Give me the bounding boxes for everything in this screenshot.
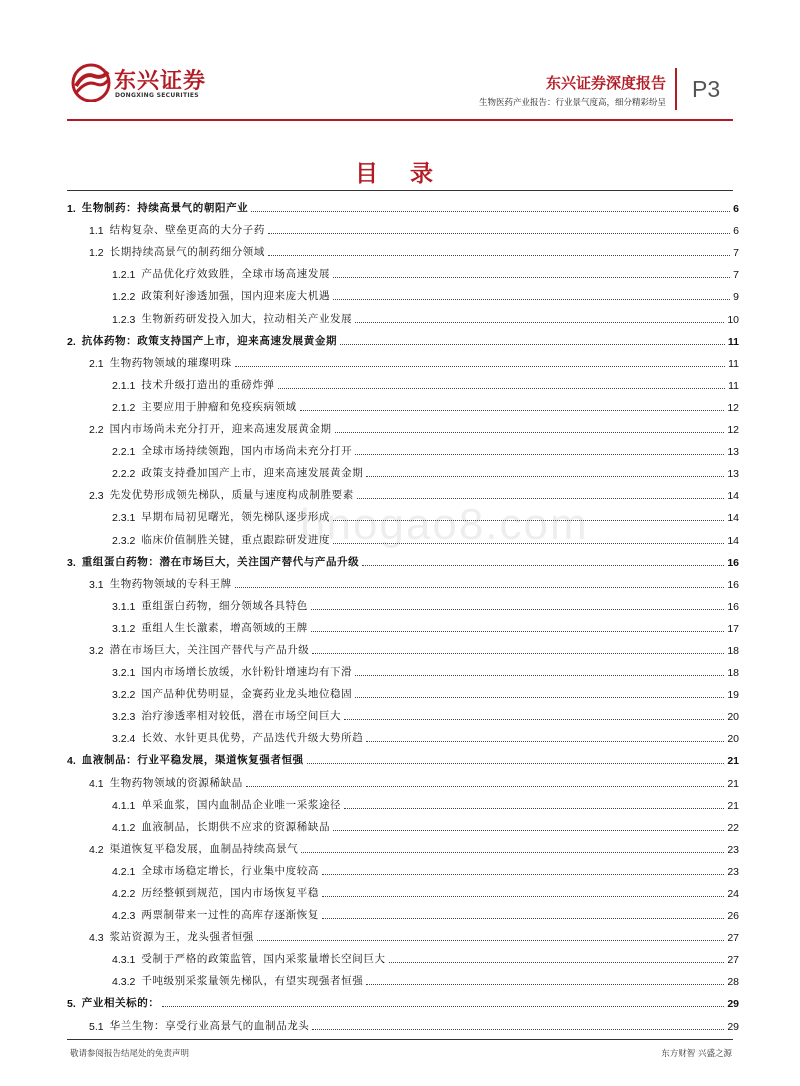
toc-entry-number: 1.2 — [89, 247, 104, 260]
toc-entry-level-2[interactable] — [67, 767, 739, 789]
toc-entry-text: 生物药物领域的专科王牌 — [109, 577, 232, 590]
page-header — [0, 0, 800, 125]
toc-entry-page: 29 — [727, 1020, 739, 1033]
toc-entry-level-1[interactable] — [67, 745, 739, 767]
toc-entry-text: 抗体药物：政策支持国产上市，迎来高速发展黄金期 — [81, 334, 338, 347]
toc-entry-number: 2.2.1 — [112, 446, 136, 459]
toc-entry-page: 18 — [727, 667, 739, 680]
toc-entry-number: 4.2.2 — [112, 888, 136, 900]
toc-entry-number: 3.2.4 — [112, 733, 136, 746]
toc-entry-number: 1.2.2 — [112, 291, 136, 304]
toc-leader-dots — [312, 1029, 724, 1030]
toc-entry-level-3[interactable] — [67, 723, 739, 745]
toc-entry-level-3[interactable] — [67, 679, 739, 701]
toc-entry-page: 24 — [727, 888, 739, 900]
toc-entry-text: 国内市场尚未充分打开，迎来高速发展黄金期 — [109, 423, 332, 436]
toc-entry-number: 4.3 — [89, 932, 104, 945]
toc-leader-dots — [257, 940, 724, 941]
toc-entry-page: 27 — [727, 954, 739, 967]
toc-entry-text: 先发优势形成领先梯队，质量与速度构成制胜要素 — [109, 489, 354, 502]
toc-entry-number: 4.3.2 — [112, 976, 136, 989]
toc-entry-text: 结构复杂、壁垒更高的大分子药 — [109, 224, 266, 237]
toc-leader-dots — [333, 830, 724, 831]
toc-entry-number: 2.1.2 — [112, 401, 136, 414]
toc-entry-text: 产业相关标的： — [81, 997, 160, 1010]
toc-entry-number: 5. — [67, 998, 76, 1011]
toc-entry-page: 14 — [727, 512, 739, 525]
toc-entry-page: 11 — [728, 357, 739, 370]
toc-leader-dots — [362, 565, 724, 566]
toc-entry-level-2[interactable] — [67, 348, 739, 370]
toc-entry-number: 3.1.1 — [112, 600, 136, 613]
logo-english-name: DONGXING SECURITIES — [115, 92, 199, 99]
toc-entry-page: 29 — [727, 998, 739, 1011]
toc-entry-text: 生物制药：持续高景气的朝阳产业 — [81, 202, 249, 215]
toc-entry-page: 14 — [727, 534, 739, 547]
toc-entry-page: 21 — [727, 777, 739, 790]
footer-rule — [67, 1039, 733, 1040]
toc-entry-text: 单采血浆，国内血制品企业唯一采浆途径 — [141, 798, 342, 811]
toc-leader-dots — [366, 476, 724, 477]
toc-entry-page: 16 — [727, 556, 739, 569]
toc-entry-page: 6 — [733, 225, 739, 238]
toc-leader-dots — [355, 322, 724, 323]
toc-entry-page: 19 — [727, 689, 739, 702]
toc-entry-number: 5.1 — [89, 1020, 104, 1033]
toc-leader-dots — [333, 299, 730, 300]
toc-entry-number: 3. — [67, 556, 76, 569]
toc-entry-text: 血液制品，长期供不应求的资源稀缺品 — [141, 820, 331, 833]
toc-entry-number: 3.1.2 — [112, 622, 136, 635]
toc-entry-text: 浆站资源为王，龙头强者恒强 — [109, 931, 254, 944]
toc-entry-number: 2.3 — [89, 490, 104, 503]
toc-entry-level-3[interactable] — [67, 701, 739, 723]
toc-entry-level-2[interactable] — [67, 414, 739, 436]
toc-entry-text: 千吨级别采浆量领先梯队，有望实现强者恒强 — [141, 975, 364, 988]
toc-entry-number: 4.1.2 — [112, 821, 136, 834]
toc-entry-level-3[interactable] — [67, 392, 739, 414]
toc-leader-dots — [355, 454, 724, 455]
toc-entry-number: 1.2.3 — [112, 313, 136, 326]
toc-leader-dots — [311, 631, 724, 632]
toc-entry-page: 16 — [727, 600, 739, 613]
toc-entry-text: 生物药物领域的资源稀缺品 — [109, 776, 243, 789]
toc-entry-level-2[interactable] — [67, 569, 739, 591]
toc-entry-text: 历经整顿到规范，国内市场恢复平稳 — [141, 887, 319, 899]
toc-entry-level-3[interactable] — [67, 966, 739, 988]
toc-entry-number: 1. — [67, 203, 76, 216]
toc-entry-level-1[interactable] — [67, 988, 739, 1010]
toc-entry-text: 主要应用于肿瘤和免疫疾病领域 — [141, 400, 297, 413]
toc-entry-page: 20 — [727, 711, 739, 724]
toc-entry-level-3[interactable] — [67, 613, 739, 635]
toc-entry-level-3[interactable] — [67, 436, 739, 458]
toc-entry-text: 临床价值制胜关键，重点跟踪研发进度 — [141, 533, 331, 546]
toc-leader-dots — [246, 786, 725, 787]
logo-chinese-name: 东兴证券 — [114, 69, 207, 94]
toc-title-rule — [67, 190, 733, 191]
toc-leader-dots — [307, 763, 725, 764]
footer-disclaimer: 敬请参阅报告结尾处的免责声明 — [70, 1049, 190, 1059]
toc-entry-number: 4. — [67, 755, 76, 768]
header-divider — [675, 68, 677, 110]
toc-entry-text: 政策利好渗透加强，国内迎来庞大机遇 — [141, 290, 331, 303]
company-logo — [70, 62, 270, 112]
toc-entry-page: 12 — [727, 401, 739, 414]
toc-leader-dots — [311, 609, 724, 610]
toc-entry-text: 重组人生长激素，增高领域的王牌 — [141, 621, 308, 634]
logo-emblem-icon — [70, 62, 112, 102]
toc-entry-number: 3.2.3 — [112, 711, 136, 724]
toc-entry-level-3[interactable] — [67, 878, 739, 900]
toc-entry-number: 2.3.2 — [112, 534, 136, 547]
toc-title: 目 录 — [354, 161, 445, 187]
toc-entry-text: 生物药物领域的璀璨明珠 — [109, 356, 232, 369]
toc-entry-page: 26 — [727, 910, 739, 923]
toc-leader-dots — [344, 808, 724, 809]
toc-entry-level-3[interactable] — [67, 591, 739, 613]
report-subtitle: 生物医药产业报告：行业景气度高，细分精彩纷呈 — [478, 98, 666, 108]
toc-leader-dots — [355, 675, 724, 676]
page-number: P3 — [692, 76, 721, 102]
toc-entry-level-3[interactable] — [67, 657, 739, 679]
toc-entry-level-3[interactable] — [67, 900, 739, 922]
toc-entry-number: 1.1 — [89, 225, 104, 238]
toc-entry-text: 全球市场稳定增长，行业集中度较高 — [141, 864, 319, 877]
toc-entry-text: 技术升级打造出的重磅炸弹 — [141, 378, 275, 391]
toc-entry-page: 12 — [727, 424, 739, 437]
toc-entry-number: 4.2.1 — [112, 865, 136, 878]
toc-entry-level-3[interactable] — [67, 259, 739, 281]
toc-entry-number: 3.2 — [89, 644, 104, 657]
toc-entry-level-2[interactable] — [67, 635, 739, 657]
toc-entry-page: 16 — [727, 578, 739, 591]
toc-entry-level-3[interactable] — [67, 790, 739, 812]
toc-entry-level-2[interactable] — [67, 480, 739, 502]
toc-entry-page: 11 — [728, 379, 739, 392]
toc-leader-dots — [300, 410, 725, 411]
toc-leader-dots — [235, 366, 725, 367]
toc-leader-dots — [366, 741, 724, 742]
toc-entry-text: 潜在市场巨大，关注国产替代与产品升级 — [109, 643, 310, 656]
toc-leader-dots — [235, 587, 725, 588]
toc-leader-dots — [366, 984, 724, 985]
toc-entry-text: 华兰生物：享受行业高景气的血制品龙头 — [109, 1019, 310, 1032]
toc-entry-level-3[interactable] — [67, 944, 739, 966]
toc-entry-text: 重组蛋白药物，细分领域各具特色 — [141, 599, 308, 612]
toc-entry-page: 11 — [727, 335, 739, 348]
toc-entry-number: 3.2.2 — [112, 689, 136, 702]
toc-entry-number: 2.1 — [89, 357, 104, 370]
toc-entry-page: 23 — [727, 865, 739, 878]
toc-leader-dots — [251, 211, 730, 212]
toc-entry-number: 4.3.1 — [112, 954, 136, 967]
toc-entry-page: 18 — [727, 644, 739, 657]
toc-entry-text: 治疗渗透率相对较低，潜在市场空间巨大 — [141, 710, 342, 723]
toc-leader-dots — [278, 388, 726, 389]
toc-entry-level-2[interactable] — [67, 1010, 739, 1032]
toc-entry-number: 3.2.1 — [112, 667, 136, 680]
toc-leader-dots — [389, 962, 725, 963]
toc-entry-level-3[interactable] — [67, 303, 739, 325]
toc-entry-text: 国内市场增长放缓，水针粉针增速均有下滑 — [141, 666, 353, 679]
toc-entry-level-2[interactable] — [67, 834, 739, 856]
toc-leader-dots — [344, 719, 724, 720]
toc-entry-text: 全球市场持续领跑，国内市场尚未充分打开 — [141, 445, 353, 458]
toc-entry-text: 生物新药研发投入加大，拉动相关产业发展 — [141, 312, 353, 325]
toc-entry-page: 13 — [727, 468, 739, 481]
toc-entry-text: 政策支持叠加国产上市，迎来高速发展黄金期 — [141, 467, 364, 480]
toc-entry-number: 4.1.1 — [112, 799, 136, 812]
toc-entry-page: 9 — [733, 291, 739, 304]
toc-entry-page: 23 — [727, 843, 739, 856]
toc-leader-dots — [268, 255, 730, 256]
toc-leader-dots — [322, 874, 724, 875]
toc-leader-dots — [322, 918, 724, 919]
toc-entry-level-2[interactable] — [67, 922, 739, 944]
toc-entry-page: 22 — [727, 821, 739, 834]
toc-entry-level-2[interactable] — [67, 237, 739, 259]
toc-entry-text: 血液制品：行业平稳发展，渠道恢复强者恒强 — [81, 754, 304, 767]
toc-entry-page: 27 — [727, 932, 739, 945]
toc-entry-number: 1.2.1 — [112, 269, 136, 282]
toc-leader-dots — [322, 896, 724, 897]
toc-entry-number: 4.2 — [89, 843, 104, 856]
toc-entry-page: 6 — [733, 203, 739, 216]
toc-entry-text: 渠道恢复平稳发展，血制品持续高景气 — [109, 842, 299, 855]
toc-entry-text: 产品优化疗效致胜，全球市场高速发展 — [141, 268, 331, 281]
report-title: 东兴证券深度报告 — [545, 74, 666, 92]
toc-entry-page: 17 — [727, 622, 739, 635]
toc-entry-level-3[interactable] — [67, 856, 739, 878]
header-rule — [67, 119, 733, 121]
toc-entry-level-3[interactable] — [67, 281, 739, 303]
toc-entry-page: 14 — [727, 490, 739, 503]
toc-entry-number: 4.2.3 — [112, 910, 136, 923]
toc-entry-level-3[interactable] — [67, 812, 739, 834]
toc-entry-text: 长效、水针更具优势，产品迭代升级大势所趋 — [141, 732, 364, 745]
watermark: bnogao8.com — [300, 500, 589, 549]
toc-entry-page: 21 — [727, 799, 739, 812]
toc-entry-number: 2.2 — [89, 424, 104, 437]
toc-leader-dots — [335, 432, 725, 433]
toc-entry-page: 10 — [727, 313, 739, 326]
toc-entry-page: 21 — [727, 755, 739, 768]
toc-entry-text: 重组蛋白药物：潜在市场巨大，关注国产替代与产品升级 — [81, 555, 360, 568]
toc-entry-level-1[interactable] — [67, 326, 739, 348]
toc-entry-text: 长期持续高景气的制药细分领域 — [109, 246, 266, 259]
toc-entry-number: 4.1 — [89, 777, 104, 790]
toc-entry-level-3[interactable] — [67, 370, 739, 392]
toc-entry-page: 13 — [727, 446, 739, 459]
toc-entry-level-2[interactable] — [67, 215, 739, 237]
toc-leader-dots — [301, 852, 724, 853]
toc-entry-text: 受制于严格的政策监管，国内采浆量增长空间巨大 — [141, 953, 386, 966]
toc-leader-dots — [340, 344, 725, 345]
toc-entry-level-3[interactable] — [67, 458, 739, 480]
toc-leader-dots — [355, 697, 724, 698]
toc-leader-dots — [312, 653, 724, 654]
toc-entry-number: 2.3.1 — [112, 512, 136, 525]
toc-entry-page: 7 — [733, 247, 739, 260]
toc-leader-dots — [333, 277, 730, 278]
toc-entry-page: 28 — [727, 976, 739, 989]
toc-entry-text: 两票制带来一过性的高库存逐渐恢复 — [141, 909, 319, 922]
toc-entry-page: 20 — [727, 733, 739, 746]
toc-entry-page: 7 — [733, 269, 739, 282]
table-of-contents — [67, 193, 739, 1033]
toc-entry-text: 国产品种优势明显，金赛药业龙头地位稳固 — [141, 688, 353, 701]
toc-entry-number: 2.1.1 — [112, 379, 136, 392]
toc-leader-dots — [162, 1006, 724, 1007]
footer-slogan: 东方财智 兴盛之源 — [661, 1049, 732, 1059]
toc-entry-number: 3.1 — [89, 578, 104, 591]
toc-entry-number: 2.2.2 — [112, 468, 136, 481]
toc-entry-level-1[interactable] — [67, 193, 739, 215]
toc-entry-number: 2. — [67, 335, 76, 348]
toc-entry-text: 早期布局初见曙光，领先梯队逐步形成 — [141, 511, 331, 524]
toc-leader-dots — [268, 233, 730, 234]
